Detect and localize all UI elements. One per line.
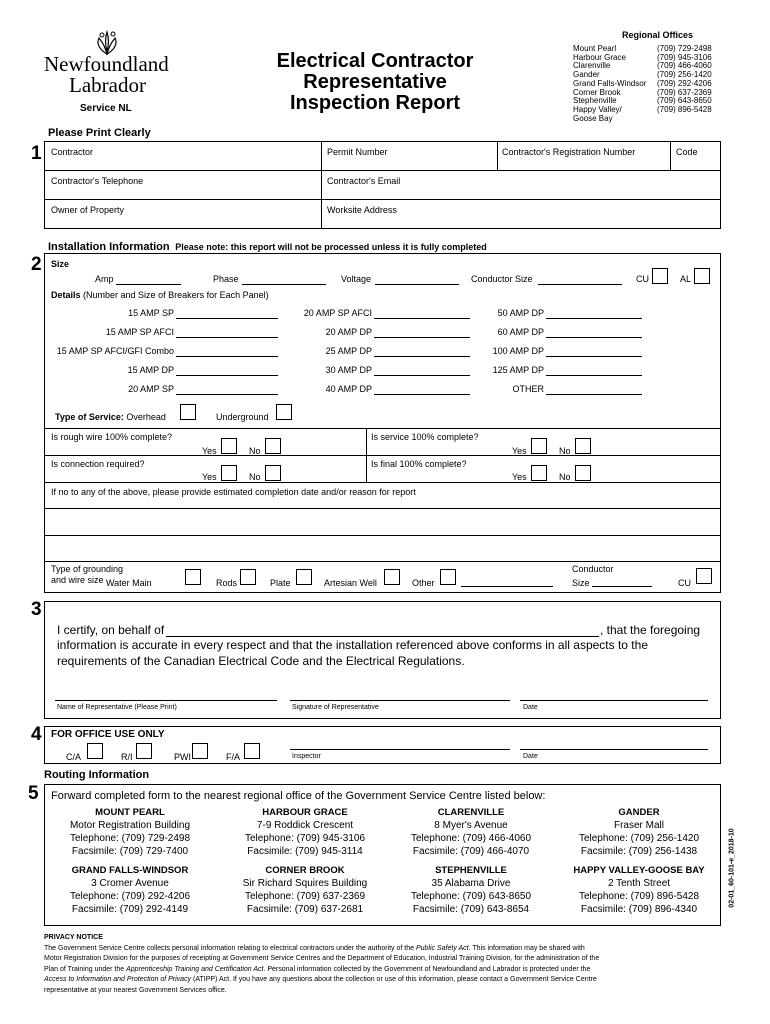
breaker-count-input[interactable] [546, 337, 642, 338]
regional-office-phone: (709) 729-2498 [657, 44, 712, 53]
breaker-count-input[interactable] [546, 318, 642, 319]
grounding-label-1: Type of grounding [51, 564, 124, 574]
breaker-label: 100 AMP DP [492, 346, 544, 356]
ground-cu-checkbox[interactable] [696, 568, 712, 584]
routing-office-name: HAPPY VALLEY-GOOSE BAY [573, 865, 705, 876]
routing-office-tel: Telephone: (709) 729-2498 [69, 833, 191, 844]
representative-name-input[interactable] [55, 700, 277, 701]
inspector-input[interactable] [290, 749, 510, 750]
al-checkbox[interactable] [694, 268, 710, 284]
breaker-count-input[interactable] [176, 337, 278, 338]
registration-number-field[interactable]: Contractor's Registration Number [502, 147, 636, 157]
regional-office-name: Grand Falls-Windsor [573, 78, 647, 88]
breaker-label: 20 AMP DP [325, 327, 372, 337]
connection-no-checkbox[interactable] [265, 465, 281, 481]
rough-yes-checkbox[interactable] [221, 438, 237, 454]
breaker-count-input[interactable] [374, 318, 470, 319]
service-no-checkbox[interactable] [575, 438, 591, 454]
routing-office-addr: 2 Tenth Street [607, 878, 671, 889]
underground-checkbox[interactable] [276, 404, 292, 420]
routing-office-fax: Facsimile: (709) 896-4340 [580, 904, 698, 915]
routing-office-addr: 7-9 Roddick Crescent [256, 820, 354, 831]
routing-office-addr: Sir Richard Squires Building [242, 878, 368, 889]
privacy-notice: PRIVACY NOTICE The Government Service Centre collects personal information relating to electrical contractors under the authority of the Public Safety Act. This information may be shared with Motor Registration Division for the purposes of receipting at Government Service Centres and the Department of Education, Industrial Training Division, for the administration of the Plan of Training under the Apprenticeship Training and Certification Act. Personal information collected by the Government of Newfoundland and Labrador is protected under the Access to Information and Protection of Privacy (ATIPP) Act. If you have any questions about the collection or use of this information, please contact a Government Service Centre representative at your nearest Government Services office. [44, 934, 600, 994]
routing-office-fax: Facsimile: (709) 292-4149 [71, 904, 189, 915]
logo [44, 30, 169, 120]
routing-office-fax: Facsimile: (709) 256-1438 [580, 846, 698, 857]
routing-office-addr: 3 Cromer Avenue [91, 878, 169, 889]
final-yes-checkbox[interactable] [531, 465, 547, 481]
final-question: Is final 100% complete? [371, 459, 467, 469]
routing-office-tel: Telephone: (709) 256-1420 [578, 833, 700, 844]
contractor-email-field[interactable]: Contractor's Email [327, 176, 401, 186]
office-use-title: FOR OFFICE USE ONLY [51, 729, 165, 740]
rough-no-checkbox[interactable] [265, 438, 281, 454]
code-field[interactable]: Code [676, 147, 698, 157]
breaker-label: 40 AMP DP [325, 384, 372, 394]
logo-line1: Newfoundland [44, 52, 169, 76]
breaker-label: 20 AMP SP AFCI [303, 308, 372, 318]
contractor-field[interactable]: Contractor [51, 147, 94, 157]
regional-office-name: Corner Brook [573, 87, 621, 97]
cu-checkbox[interactable] [652, 268, 668, 284]
breaker-label: 15 AMP DP [127, 365, 174, 375]
regional-office-name: Goose Bay [573, 113, 613, 123]
title-line3: Inspection Report [289, 92, 460, 114]
routing-office-name: STEPHENVILLE [435, 865, 507, 876]
water-main-checkbox[interactable] [185, 569, 201, 585]
overhead-checkbox[interactable] [180, 404, 196, 420]
routing-office [220, 864, 390, 916]
breaker-count-input[interactable] [546, 375, 642, 376]
section-2-number: 2 [31, 254, 42, 275]
worksite-address-field[interactable]: Worksite Address [327, 205, 397, 215]
routing-office-name: GANDER [618, 807, 660, 818]
section-4-number: 4 [31, 724, 42, 745]
rough-wire-question: Is rough wire 100% complete? [51, 432, 173, 442]
routing-office-fax: Facsimile: (709) 643-8654 [412, 904, 530, 915]
certify-on-behalf-input[interactable] [166, 636, 599, 637]
breaker-count-input[interactable] [374, 337, 470, 338]
routing-office-fax: Facsimile: (709) 945-3114 [247, 846, 363, 857]
section-1-number: 1 [31, 143, 42, 164]
conductor-size-input[interactable] [538, 284, 622, 285]
breaker-count-input[interactable] [176, 318, 278, 319]
routing-office-fax: Facsimile: (709) 466-4070 [412, 846, 530, 857]
regional-office-phone: (709) 643-8650 [657, 96, 712, 106]
routing-office [554, 806, 724, 858]
if-no-reason[interactable]: If no to any of the above, please provide estimated completion date and/or reason for report [51, 487, 416, 497]
connection-question: Is connection required? [51, 459, 145, 469]
breaker-count-input[interactable] [546, 394, 642, 395]
regional-office-name: Mount Pearl [573, 44, 617, 53]
regional-office-phone: (709) 945-3106 [657, 52, 712, 62]
fa-checkbox[interactable] [244, 743, 260, 759]
section-3-date-input[interactable] [520, 700, 708, 701]
connection-yes-checkbox[interactable] [221, 465, 237, 481]
regional-office-name: Stephenville [573, 96, 617, 106]
routing-office-tel: Telephone: (709) 896-5428 [578, 891, 700, 902]
breaker-count-input[interactable] [176, 375, 278, 376]
routing-office-addr: Motor Registration Building [69, 820, 191, 831]
routing-office [220, 806, 390, 858]
breaker-label: OTHER [512, 384, 544, 394]
regional-office-name: Clarenville [573, 61, 611, 71]
voltage-input[interactable] [375, 284, 459, 285]
routing-title: Routing Information [44, 769, 150, 781]
regional-office-phone: (709) 292-4206 [657, 78, 712, 88]
logo-line2: Labrador [69, 73, 146, 97]
details-heading: Details (Number and Size of Breakers for Each Panel) [51, 290, 269, 300]
regional-office-phone: (709) 466-4060 [657, 61, 712, 71]
breaker-label: 50 AMP DP [497, 308, 544, 318]
routing-office-fax: Facsimile: (709) 729-7400 [71, 846, 189, 857]
section-2-table [44, 253, 721, 593]
routing-office [45, 864, 215, 916]
routing-office-fax: Facsimile: (709) 637-2681 [246, 904, 364, 915]
contractor-telephone-field[interactable]: Contractor's Telephone [51, 176, 144, 186]
breaker-label: 15 AMP SP [128, 308, 174, 318]
breaker-count-input[interactable] [374, 375, 470, 376]
breaker-label: 125 AMP DP [492, 365, 544, 375]
permit-number-field[interactable]: Permit Number [327, 147, 388, 157]
breaker-count-input[interactable] [176, 394, 278, 395]
certify-line3: requirements of the Canadian Electrical Code and the Electrical Regulations. [57, 654, 465, 668]
size-of-service: Size [51, 259, 70, 269]
plate-checkbox[interactable] [296, 569, 312, 585]
routing-office-tel: Telephone: (709) 637-2369 [244, 891, 366, 902]
routing-office-tel: Telephone: (709) 643-8650 [410, 891, 532, 902]
artesian-well-checkbox[interactable] [384, 569, 400, 585]
rods-checkbox[interactable] [240, 569, 256, 585]
amp-input[interactable] [116, 284, 181, 285]
signature-input[interactable] [290, 700, 510, 701]
grounding-label-2: and wire size [51, 575, 104, 585]
logo-sub: Service NL [80, 103, 132, 114]
other-checkbox[interactable] [440, 569, 456, 585]
routing-office-name: CORNER BROOK [265, 865, 345, 876]
conductor-size-ground-input[interactable] [592, 586, 652, 587]
breaker-label: 20 AMP SP [128, 384, 174, 394]
regional-heading: Regional Offices [622, 30, 694, 40]
routing-office-name: CLARENVILLE [437, 807, 505, 818]
breaker-count-input[interactable] [546, 356, 642, 357]
routing-intro: Forward completed form to the nearest regional office of the Government Service Centre listed below: [51, 790, 546, 802]
service-yes-checkbox[interactable] [531, 438, 547, 454]
regional-office-name: Happy Valley/ [573, 104, 622, 114]
certify-line1a: I certify, on behalf of [57, 623, 165, 637]
type-of-service: Type of Service: Overhead [55, 412, 166, 422]
print-clearly: Please Print Clearly [48, 127, 151, 139]
regional-office-phone: (709) 256-1420 [657, 70, 712, 80]
regional-office-phone: (709) 896-5428 [657, 104, 712, 114]
regional-office-name: Harbour Grace [573, 52, 626, 62]
breaker-label: 15 AMP SP AFCI/GFI Combo [56, 346, 174, 356]
ca-checkbox[interactable] [87, 743, 103, 759]
routing-office [386, 864, 556, 916]
routing-office [554, 864, 724, 916]
service-question: Is service 100% complete? [371, 432, 479, 442]
certify-line1b: , that the foregoing [600, 623, 701, 637]
routing-office-name: GRAND FALLS-WINDSOR [71, 865, 189, 876]
breaker-count-input[interactable] [374, 394, 470, 395]
section-4-date-input[interactable] [520, 749, 708, 750]
routing-office-addr: 35 Alabama Drive [431, 878, 511, 889]
section-3-number: 3 [31, 599, 42, 620]
pwi-checkbox[interactable] [192, 743, 208, 759]
title-line2: Representative [303, 71, 447, 93]
ri-checkbox[interactable] [136, 743, 152, 759]
phase-input[interactable] [242, 284, 326, 285]
routing-office-tel: Telephone: (709) 945-3106 [244, 833, 366, 844]
routing-office [45, 806, 215, 858]
breaker-label: 15 AMP SP AFCI [105, 327, 174, 337]
regional-office-name: Gander [573, 70, 600, 80]
breaker-label: 25 AMP DP [325, 346, 372, 356]
title-line1: Electrical Contractor [276, 50, 474, 72]
owner-field[interactable]: Owner of Property [51, 205, 125, 215]
section-5-number: 5 [28, 783, 39, 804]
breaker-count-input[interactable] [176, 356, 278, 357]
routing-office [386, 806, 556, 858]
final-no-checkbox[interactable] [575, 465, 591, 481]
breaker-count-input[interactable] [374, 356, 470, 357]
routing-office-name: HARBOUR GRACE [262, 807, 348, 818]
regional-office-phone: (709) 637-2369 [657, 87, 712, 97]
routing-office-tel: Telephone: (709) 466-4060 [410, 833, 532, 844]
routing-office-tel: Telephone: (709) 292-4206 [69, 891, 191, 902]
certify-line2: information is accurate in every respect and that the installation referenced above conforms in all aspects to the [57, 638, 648, 652]
routing-office-name: MOUNT PEARL [95, 807, 165, 818]
installation-title: Installation Information Please note: this report will not be processed unless it is fully completed [48, 241, 487, 253]
other-input[interactable] [461, 586, 553, 587]
breaker-label: 30 AMP DP [325, 365, 372, 375]
routing-office-addr: 8 Myer's Avenue [434, 820, 508, 831]
routing-office-addr: Fraser Mall [613, 820, 664, 831]
breaker-label: 60 AMP DP [497, 327, 544, 337]
